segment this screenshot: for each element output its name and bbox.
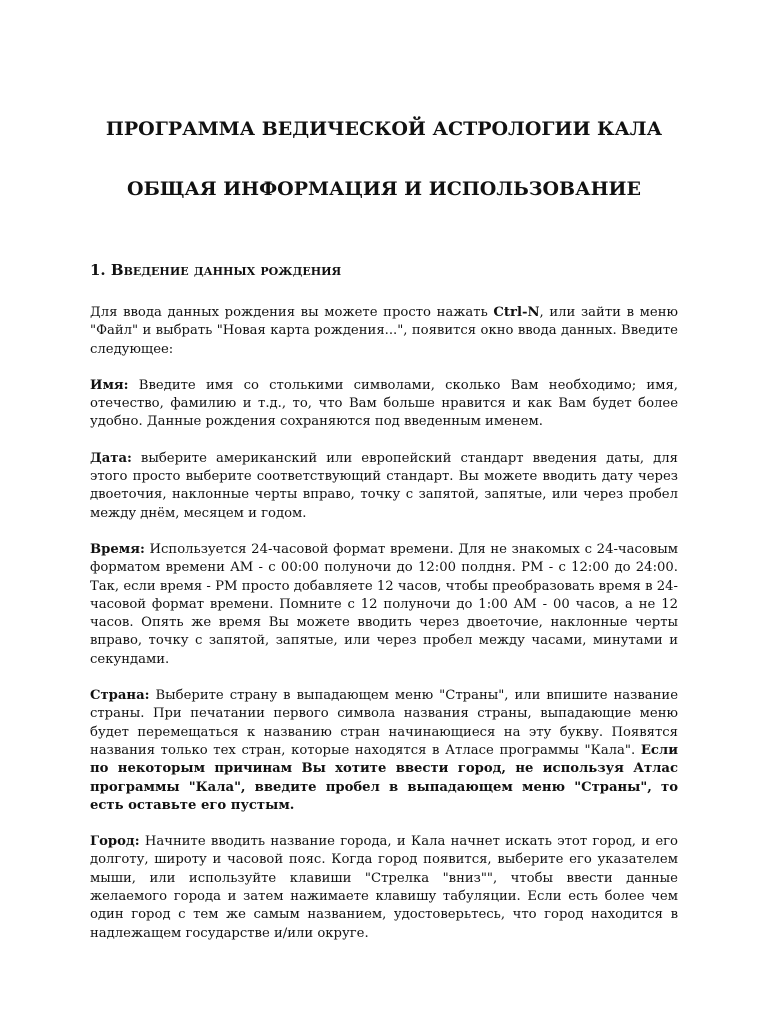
name-label: Имя: [90,377,129,393]
intro-text-2: , или зайти в меню "Файл" и выбрать "Новая карта рождения...", появится окно ввода данных. Введите следующее: [90,305,678,357]
date-text: выберите американский или европейский стандарт введения даты, для этого просто выберите соответствующий стандарт. Вы можете вводить дату через двоеточия, наклонные черты вправо, точку с запятой, запятые, или через пробел между днём, месяцем и годом. [90,450,678,521]
section-heading [90,260,678,280]
time-label: Время: [90,541,145,557]
city-label: Город: [90,834,140,850]
country-text: Выберите страну в выпадающем меню "Страны", или впишите название страны. При печатании первого символа названия страны, выпадающие меню будет перемещаться к названию стран начинающиеся на эту букву. Появятся названия только тех стран, которые находятся в Атласе программы "Кала". [90,688,678,758]
name-paragraph [90,377,678,432]
section-title: Введение данных рождения [110,261,342,279]
section-number: 1. [90,261,106,279]
city-text: Начните вводить название города, и Кала начнет искать этот город, и его долготу, широту и часовой пояс. Когда город появится, выберите его указателем мыши, или используйте клавиши "Стрелка "вниз"", чтобы ввести данные желаемого города и затем нажимаете клавишу табуляции. Если есть более чем один город с тем же самым названием, удостоверьтесь, что город находится в надлежащем государстве и/или округе. [90,834,678,941]
document-subtitle: ОБЩАЯ ИНФОРМАЦИЯ И ИСПОЛЬЗОВАНИЕ [127,178,641,200]
intro-paragraph [90,304,678,359]
intro-text-1: Для ввода данных рождения вы можете просто нажать [90,305,494,320]
date-paragraph [90,450,678,523]
date-label: Дата: [90,450,132,466]
country-label: Страна: [90,688,150,704]
country-paragraph [90,687,678,815]
time-text: Используется 24-часовой формат времени. Для не знакомых с 24-часовым форматом времени AM - с 00:00 полуночи до 12:00 полдня. PM - с 12:00 до 24:00. Так, если время - PM просто добавляете 12 часов, чтобы преобразовать время в 24-часовой формат времени. Помните с 12 полуночи до 1:00 AM - 00 часов, а не 12 часов. Опять же время Вы можете вводить через двоеточие, наклонные черты вправо, точку с запятой, запятые, или через пробел между часами, минутами и секундами. [90,541,678,667]
document-title: ПРОГРАММА ВЕДИЧЕСКОЙ АСТРОЛОГИИ КАЛА [105,118,663,140]
name-text: Введите имя со столькими символами, сколько Вам необходимо; имя, отечество, фамилию и т.д., то, что Вам больше нравится и как Вам будет более удобно. Данные рождения сохраняются под введенным именем. [90,377,678,430]
shortcut-key: Ctrl-N [493,305,540,320]
city-paragraph [90,833,678,943]
country-bold-note: Если по некоторым причинам Вы хотите ввести город, не используя Атлас программы "Кала", введите пробел в выпадающем меню "Страны", то есть оставьте его пустым. [90,742,678,813]
time-paragraph [90,541,678,669]
